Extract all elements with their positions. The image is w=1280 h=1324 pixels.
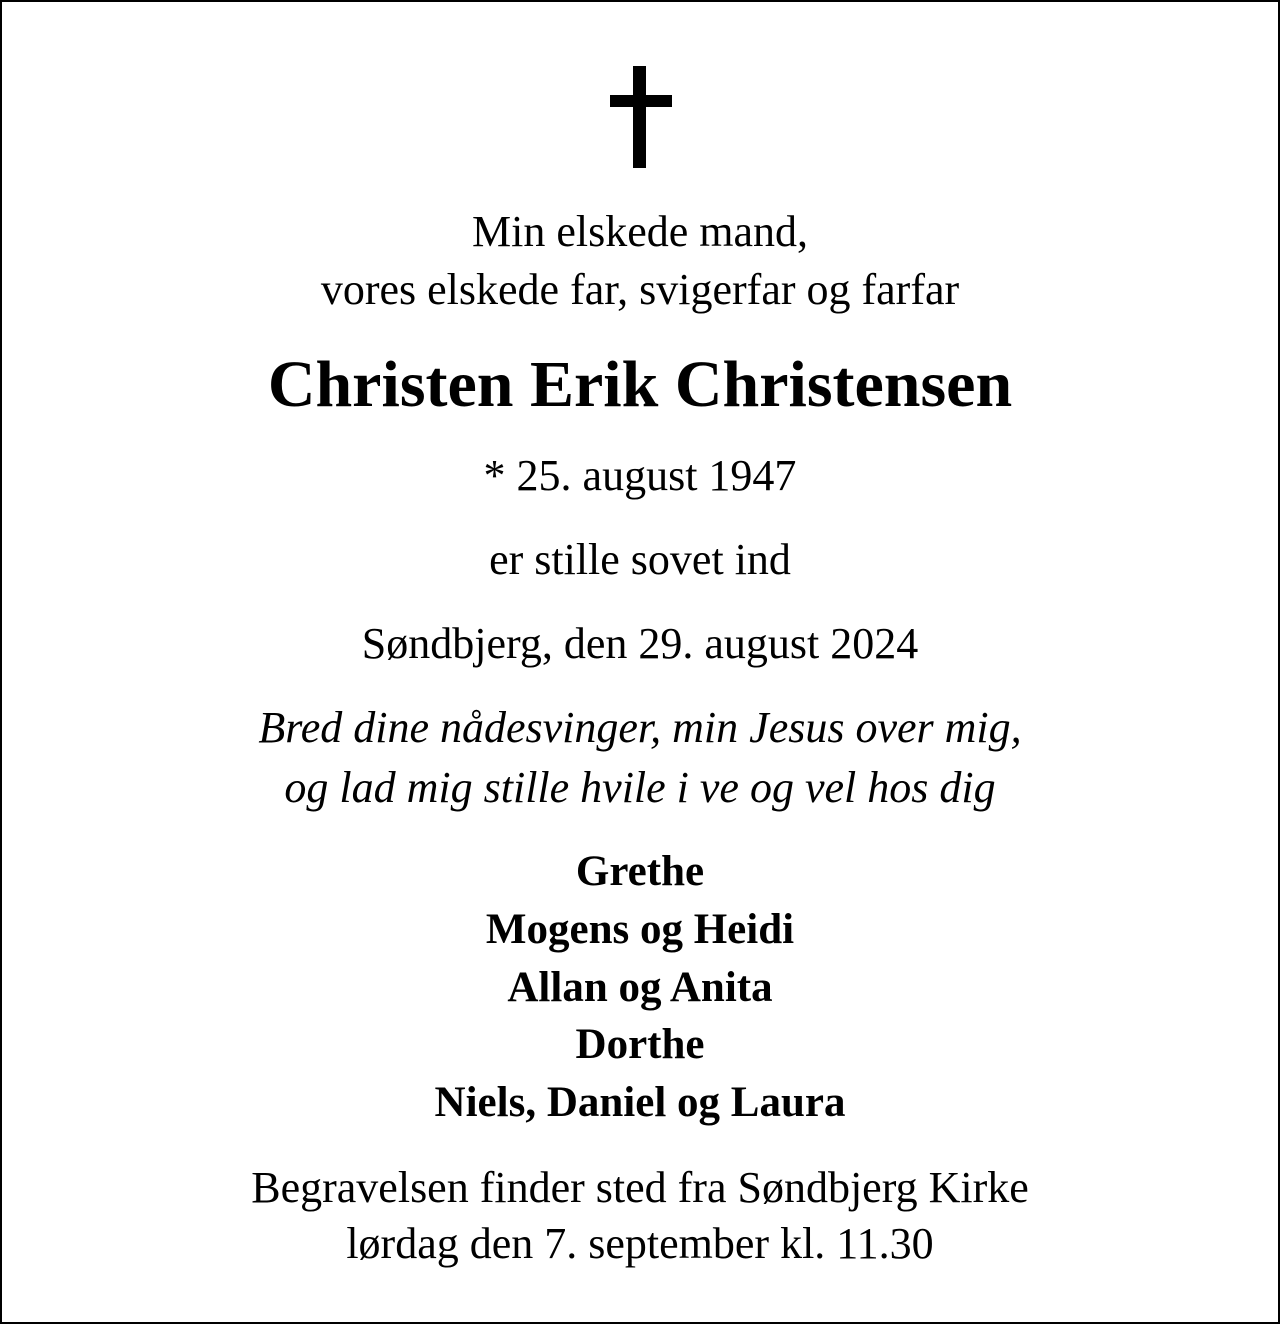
intro-line-1: Min elskede mand, <box>471 207 809 256</box>
deceased-name: Christen Erik Christensen <box>267 348 1013 421</box>
birth-date: * 25. august 1947 <box>483 451 797 500</box>
cross-icon <box>608 66 674 170</box>
family-member: Grethe <box>575 848 705 895</box>
family-member: Niels, Daniel og Laura <box>434 1079 846 1126</box>
funeral-line-2: lørdag den 7. september kl. 11.30 <box>346 1219 934 1268</box>
family-member: Allan og Anita <box>507 964 773 1011</box>
passed-text: er stille sovet ind <box>489 535 791 584</box>
verse-line-1: Bred dine nådesvinger, min Jesus over mig, <box>258 703 1022 752</box>
verse-line-2: og lad mig stille hvile i ve og vel hos dig <box>284 763 996 812</box>
family-member: Dorthe <box>575 1021 705 1068</box>
intro-line-2: vores elskede far, svigerfar og farfar <box>320 265 960 314</box>
family-member: Mogens og Heidi <box>485 906 795 953</box>
funeral-line-1: Begravelsen finder sted fra Søndbjerg Kirke <box>251 1163 1029 1212</box>
obituary-notice <box>2 2 1278 1322</box>
place-and-date: Søndbjerg, den 29. august 2024 <box>361 619 919 668</box>
